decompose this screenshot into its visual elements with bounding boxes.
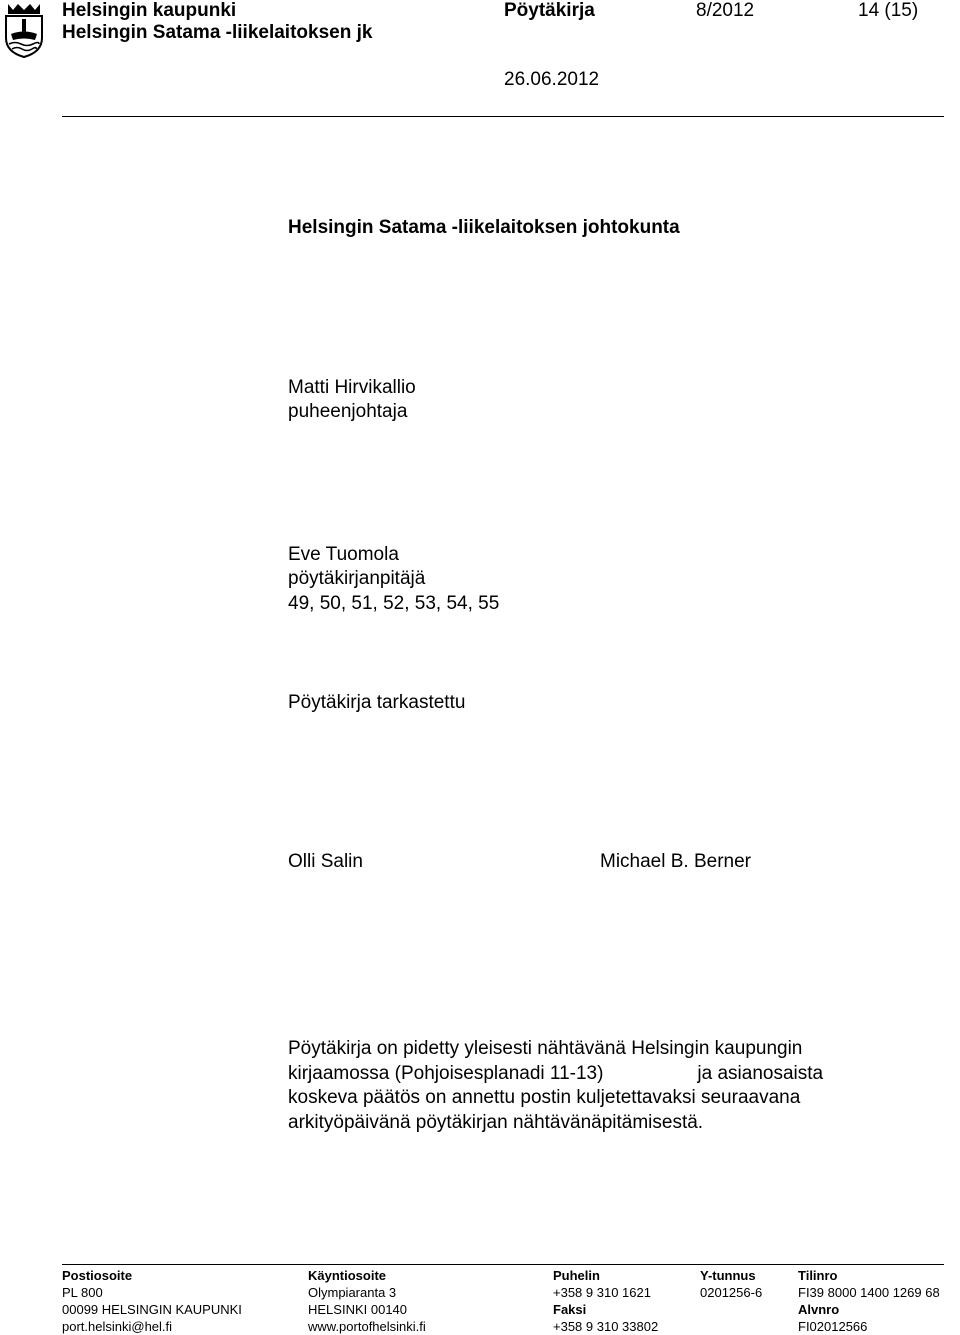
notice-line: arkityöpäivänä pöytäkirjan nähtävänäpitämisestä. [288, 1111, 704, 1133]
public-notice-paragraph [288, 1037, 908, 1135]
footer-email: port.helsinki@hel.fi [62, 1319, 173, 1334]
footer-business-id [700, 1267, 762, 1301]
document-type: Pöytäkirja [504, 0, 595, 21]
secretary-title: pöytäkirjanpitäjä [288, 568, 426, 589]
footer-business-id-value: 0201256-6 [700, 1285, 763, 1300]
notice-line-part: ja asianosaista [697, 1062, 824, 1084]
notice-line: koskeva päätös on annettu postin kuljetettavaksi seuraavana [288, 1087, 801, 1108]
page-number: 14 (15) [858, 0, 919, 21]
secretary-name: Eve Tuomola [288, 544, 399, 565]
footer-phone-number: +358 9 310 1621 [553, 1285, 651, 1300]
footer-account-number: FI39 8000 1400 1269 68 [798, 1285, 940, 1300]
footer-line: Olympiaranta 3 [308, 1285, 397, 1300]
notice-line-part: kirjaamossa (Pohjoisesplanadi 11-13) [288, 1062, 604, 1084]
footer-phone [553, 1267, 658, 1335]
reviewed-label: Pöytäkirja tarkastettu [288, 692, 466, 713]
meeting-date: 26.06.2012 [504, 69, 600, 90]
notice-line: Pöytäkirja on pidetty yleisesti nähtävänä Helsingin kaupungin [288, 1038, 803, 1059]
footer-line: 00099 HELSINGIN KAUPUNKI [62, 1302, 242, 1317]
document-number: 8/2012 [696, 0, 755, 21]
reviewer-1-name: Olli Salin [288, 851, 363, 872]
city-name: Helsingin kaupunki [62, 0, 237, 21]
footer-vat-number: FI02012566 [798, 1319, 868, 1334]
chair-title: puheenjohtaja [288, 401, 408, 422]
footer-line: HELSINKI 00140 [308, 1302, 408, 1317]
footer-fax-number: +358 9 310 33802 [553, 1319, 659, 1334]
chair-name: Matti Hirvikallio [288, 377, 416, 398]
footer-heading: Tilinro [798, 1268, 838, 1283]
footer-heading: Faksi [553, 1302, 587, 1317]
footer-postal-address [62, 1267, 242, 1335]
unit-name: Helsingin Satama -liikelaitoksen jk [62, 22, 373, 43]
footer-line: PL 800 [62, 1285, 103, 1300]
notice-line [288, 1062, 908, 1087]
footer-heading: Postiosoite [62, 1268, 133, 1283]
reviewer-2-name: Michael B. Berner [600, 851, 752, 872]
secretary-sections: 49, 50, 51, 52, 53, 54, 55 [288, 593, 500, 614]
footer-divider [62, 1264, 944, 1265]
footer-visiting-address [308, 1267, 426, 1335]
footer-heading: Puhelin [553, 1268, 600, 1283]
footer-heading: Y-tunnus [700, 1268, 756, 1283]
header-divider [62, 116, 944, 117]
organization-title: Helsingin Satama -liikelaitoksen johtokunta [288, 217, 680, 238]
footer-website: www.portofhelsinki.fi [308, 1319, 426, 1334]
helsinki-coat-of-arms-logo [0, 0, 48, 58]
footer-heading: Alvnro [798, 1302, 840, 1317]
footer-account [798, 1267, 940, 1335]
footer-heading: Käyntiosoite [308, 1268, 387, 1283]
